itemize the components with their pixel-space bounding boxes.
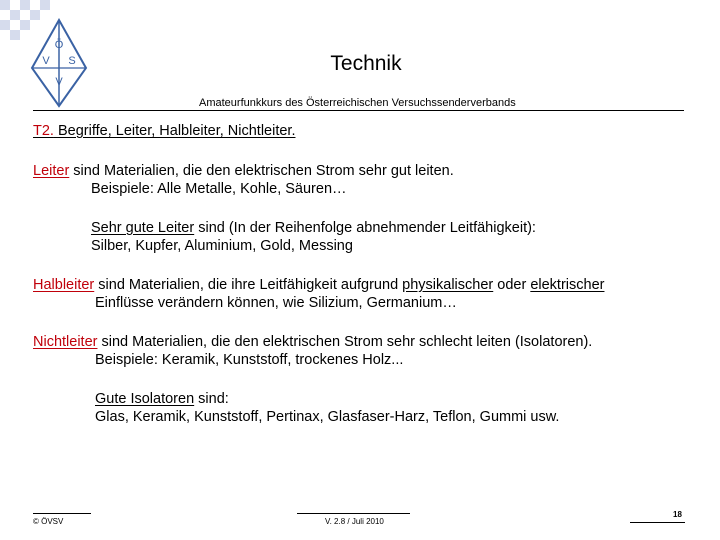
- isolatoren-list: Glas, Keramik, Kunststoff, Pertinax, Glasfaser-Harz, Teflon, Gummi usw.: [95, 409, 560, 425]
- header-rule: [33, 110, 684, 111]
- leiter-paragraph: [33, 163, 454, 179]
- nichtleiter-paragraph: [33, 334, 592, 350]
- footer-version: V. 2.8 / Juli 2010: [325, 517, 384, 526]
- footer-center-rule: [297, 513, 410, 514]
- term-nichtleiter: Nichtleiter: [33, 334, 98, 350]
- gute-leiter-line: [91, 220, 536, 236]
- word-physikalischer: physikalischer: [402, 277, 494, 293]
- footer-copyright: © ÖVSV: [33, 517, 64, 526]
- halbleiter-text-a: sind Materialien, die ihre Leitfähigkeit aufgrund: [94, 277, 403, 293]
- footer-left-rule: [33, 513, 91, 514]
- isolatoren-text: sind:: [194, 391, 229, 407]
- nichtleiter-examples: Beispiele: Keramik, Kunststoff, trockenes Holz...: [95, 352, 404, 368]
- heading-number: T2.: [33, 123, 54, 139]
- logo-letter-v1: V: [42, 55, 50, 67]
- logo-letter-s: S: [68, 55, 76, 67]
- term-halbleiter: Halbleiter: [33, 277, 95, 293]
- gute-leiter-list: Silber, Kupfer, Aluminium, Gold, Messing: [91, 238, 353, 254]
- logo-letter-v2: V: [55, 76, 63, 88]
- isolatoren-line: [95, 391, 229, 407]
- page-subtitle: Amateurfunkkurs des Österreichischen Versuchssenderverbands: [199, 97, 516, 109]
- word-elektrischer: elektrischer: [530, 277, 605, 293]
- term-gute-isolatoren: Gute Isolatoren: [95, 391, 195, 407]
- page-number: 18: [673, 510, 682, 519]
- logo-letter-o: Ö: [54, 39, 64, 51]
- gute-leiter-text: sind (In der Reihenfolge abnehmender Leitfähigkeit):: [194, 220, 536, 236]
- term-leiter: Leiter: [33, 163, 70, 179]
- leiter-text: sind Materialien, die den elektrischen Strom sehr gut leiten.: [69, 163, 454, 179]
- page-title: Technik: [330, 52, 402, 75]
- halbleiter-paragraph: [33, 277, 604, 293]
- footer-right-rule: [630, 522, 685, 523]
- nichtleiter-text: sind Materialien, die den elektrischen Strom sehr schlecht leiten (Isolatoren).: [97, 334, 593, 350]
- halbleiter-text-b: oder: [493, 277, 531, 293]
- leiter-examples: Beispiele: Alle Metalle, Kohle, Säuren…: [91, 181, 347, 197]
- heading-text: Begriffe, Leiter, Halbleiter, Nichtleiter.: [57, 123, 296, 139]
- term-gute-leiter: Sehr gute Leiter: [91, 220, 195, 236]
- halbleiter-line2: Einflüsse verändern können, wie Silizium, Germanium…: [95, 295, 457, 311]
- section-heading: [33, 123, 295, 139]
